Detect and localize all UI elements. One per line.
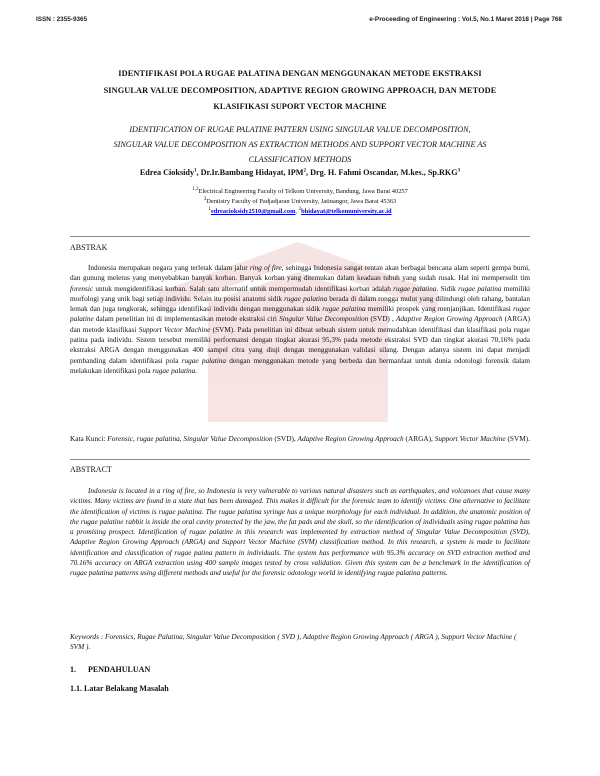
abstract-body: Indonesia is located in a ring of fire, so Indonesia is very vulnerable to various natural disasters such as earthquakes, and volcanoes that cause many victims. Many victims are found in a state that has been damaged. This makes it difficult for the forensic team to identify victims. One alternative to facilitate the identification of victims is rugae palatina. The rugae palatina syringe has a unique morphology for each individual. In addition, the anatomic position of the rugae palatine rabbit is inside the oral cavity protected by the jaw, the fat pads and the skull, so the identification of individuals using rugae palatina has a promising prospect. Identification of rugae palatine in this research was implemented by extraction method of Singular Value Decomposition (SVD), Adaptive Region Growing Approach (ARGA) and Support Vector Machine (SVM) classification method. In this research, a system is made to facilitate identification and classification of rugae patina pattern in individuals. The system has performance with 95.3% accuracy on SVD extraction method and 70.16% accuracy on ARGA extraction using 400 sample images tested by cross validation. Given this system can be a benchmark in the identification of rugae palatina patterns using different methods and useful for the forensic odotology world in identifying rugae palatina patterns.: [70, 487, 530, 578]
keywords-label: Keywords :: [70, 632, 105, 641]
abstrak-text: , sehingga Indonesia sangat rentan akan berbagai bencana alam seperti gempa bumi, dan gunung meletus yang menyebabkan banyak korban. Banyak korban yang ditemukan dalam keadaan tubuh yang sudah rusak. Hal ini mempersulit tim: [70, 264, 530, 283]
en-title-line-3: CLASSIFICATION METHODS: [248, 155, 352, 164]
divider-top: [70, 236, 530, 237]
subsection-heading: 1.1. Latar Belakang Masalah: [70, 684, 169, 693]
author-sep: ,: [196, 168, 201, 177]
emails: [40, 207, 560, 217]
author-2: Dr.Ir.Bambang Hidayat, IPM: [200, 168, 304, 177]
section-title: PENDAHULUAN: [88, 665, 151, 674]
abstrak-text: untuk mengidentifikasi korban. Salah satu alternatif untuk mempermudah identifikasi korban adalah: [93, 284, 394, 293]
aff-2-sup: 3: [203, 196, 207, 202]
abstrak-term: Support Vector Machine: [138, 325, 211, 334]
author-2-sup: 2: [303, 168, 307, 174]
abstrak-term: Singular Value Decomposition: [279, 315, 369, 324]
affiliation-1: [40, 187, 560, 197]
abstrak-text: dengan menggunakan metode yang berbeda dan bermanfaat untuk dunia odotologi forensik dalam melakukan identifikasi pola: [70, 356, 530, 375]
divider-middle: [70, 459, 530, 460]
aff-2-text: Dentistry Faculty of Padjadjaran University, Jatinangor, Jawa Barat 45363: [206, 198, 397, 205]
author-3-sup: 3: [457, 168, 461, 174]
email-2-sup: 2: [298, 206, 302, 212]
keywords: [70, 632, 530, 653]
abstrak-term: ring of fire: [249, 264, 282, 272]
abstrak-term: rugae palatina: [152, 366, 196, 375]
aff-1-sup: 1,2: [192, 186, 199, 192]
kata-kunci: [70, 434, 530, 444]
en-title-line-1: IDENTIFICATION OF RUGAE PALATINE PATTERN USING SINGULAR VALUE DECOMPOSITION,: [129, 125, 471, 134]
abstrak-text: memiliki morfologi yang unik bagi setiap individu. Selain itu posisi anatomi sidik: [70, 284, 530, 303]
abstrak-text: .: [195, 366, 198, 375]
abstrak-text: (SVM). Pada penelitian ini dibuat sebuah sistem untuk memudahkan identifikasi dan klasifikasi pola rugae patina pada individu. Sistem tersebut memiliki performansi dengan tingkat akurasi 95,3% pada metode ekstraksi SVD dan tingkat akurasi 70,16% pada ekstraksi ARGA dengan menggunakan 400 sampel citra yang diuji dengan menggunakan validasi silang. Dengan adanya sistem ini dapat menjadi pembanding dalam identifikasi pola: [70, 325, 530, 365]
abstrak-text: (ARGA) dan metode klasifikasi: [70, 315, 530, 334]
author-1: Edrea Cioksidy: [139, 168, 195, 177]
abstrak-text: Indonesia merupakan negara yang terletak dalam jalur: [88, 264, 250, 272]
en-title-line-2: SINGULAR VALUE DECOMPOSITION AS EXTRACTION METHODS AND SUPPORT VECTOR MACHINE AS: [113, 140, 487, 149]
abstrak-text: dalam penelitian ini di implementasikan metode ekstraksi ciri: [93, 315, 280, 324]
abstrak-term: rugae palatina: [181, 356, 227, 365]
kata-kunci-term: Support Vector Machine: [434, 434, 506, 443]
abstrak-text: (SVD) ,: [368, 315, 396, 324]
author-list: [40, 168, 560, 177]
abstrak-body: [70, 263, 530, 376]
abstrak-text: . Sidik: [436, 284, 459, 293]
kata-kunci-term: Forensic, rugae palatina, Singular Value Decomposition: [107, 434, 273, 443]
section-heading-1: [70, 665, 150, 674]
abstrak-term: Adaptive Region Growing Approach: [395, 315, 503, 324]
abstrak-heading: ABSTRAK: [70, 243, 108, 252]
abstrak-term: rugae palatine: [70, 305, 530, 324]
title-line-3: KLASIFIKASI SUPORT VECTOR MACHINE: [213, 102, 387, 111]
abstrak-term: forensic: [70, 284, 94, 293]
abstrak-text: memiliki prospek yang menjanjikan. Identifikasi: [365, 305, 514, 314]
section-number: 1.: [70, 665, 76, 674]
kata-kunci-label: Kata Kunci:: [70, 434, 108, 443]
kata-kunci-term: Adaptive Region Growing Approach: [297, 434, 404, 443]
author-sep: ,: [306, 168, 311, 177]
aff-1-text: Electrical Engineering Faculty of Telkom University, Bandung, Jawa Barat 40257: [198, 188, 408, 195]
abstrak-term: rugae palatina: [284, 294, 328, 303]
abstrak-term: rugae palatina: [393, 284, 437, 293]
abstrak-term: rugae palatina: [458, 284, 502, 293]
title-line-2: SINGULAR VALUE DECOMPOSITION, ADAPTIVE REGION GROWING APPROACH, DAN METODE: [103, 85, 497, 95]
email-1-sup: 1: [208, 206, 211, 212]
paper-title: [40, 66, 560, 116]
keywords-text: Forensics, Rugae Palatina, Singular Value Decomposition ( SVD ), Adaptive Region Growing Approach ( ARGA ), Support Vector Machine ( SVM ).: [70, 632, 517, 652]
author-1-sup: 1: [194, 168, 197, 174]
kata-kunci-text: (ARGA),: [403, 434, 435, 443]
issn-header: ISSN : 2355-9365: [36, 16, 88, 23]
affiliation-2: [40, 197, 560, 207]
title-line-1: IDENTIFIKASI POLA RUGAE PALATINA DENGAN MENGGUNAKAN METODE EKSTRAKSI: [118, 69, 482, 78]
journal-header: e-Proceeding of Engineering : Vol.5, No.1 Maret 2018 | Page 768: [369, 16, 562, 23]
english-title: [40, 122, 560, 167]
kata-kunci-text: (SVM).: [505, 434, 530, 443]
abstrak-text: berada di dalam rongga mulut yang dilindungi oleh rahang, bantalan lemak dan juga tengkorak, sehingga identifikasi individu dengan menggunakan sidik: [70, 294, 530, 314]
abstrak-term: rugae palatina: [322, 305, 366, 314]
abstract-heading: ABSTRACT: [70, 465, 112, 474]
kata-kunci-text: (SVD),: [272, 434, 298, 443]
email-link-1[interactable]: edreacioksidy2510@gmail.com: [210, 208, 296, 215]
email-link-2[interactable]: bhidayat@telkomuniversity.ac.id: [301, 208, 392, 215]
author-3: Drg. H. Fahmi Oscandar, M.kes., Sp.RKG: [310, 168, 458, 177]
email-sep: ,: [295, 208, 299, 215]
